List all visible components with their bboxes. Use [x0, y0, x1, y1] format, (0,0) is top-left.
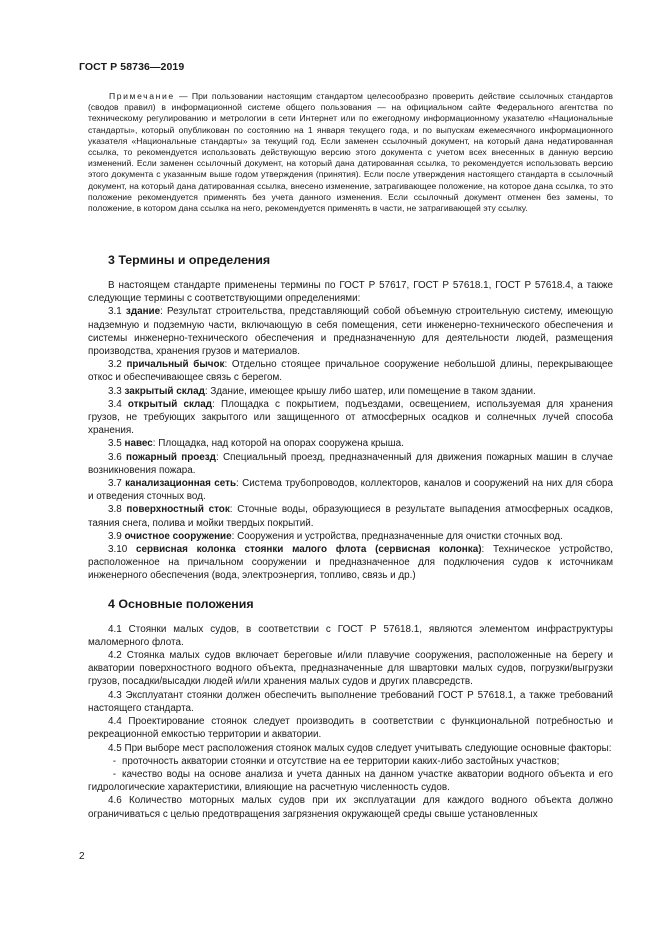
term-name: канализационная сеть [125, 478, 237, 490]
term-text: : Отдельно стоящее причальное сооружение небольшой длины, перекрывающее откос и обеспечивающее связь с берегом. [88, 359, 613, 384]
factor-text: проточность акватории стоянки и отсутствие на ее территории каких-либо застойных участков; [122, 755, 560, 767]
factor-item [88, 768, 613, 794]
term-number: 3.7 [108, 478, 126, 490]
factor-item [88, 755, 613, 768]
note-text: — При пользовании настоящим стандартом целесообразно проверить действие ссылочных стандартов (сводов правил) в информационной системе общего пользования — на официальном сайте Федерального агентства по техническому регулированию и метрологии в сети Интернет или по ежегодному информационному указателю «Национальные стандарты», который опубликован по состоянию на 1 января текущего года, и по выпускам ежемесячного информационного указателя «Национальные стандарты» за текущий год. Если заменен ссылочный документ, на который дана недатированная ссылка, то рекомендуется использовать действующую версию этого документа с учетом всех внесенных в данную версию изменений. Если заменен ссылочный документ, на который дана датированная ссылка, то рекомендуется использовать версию этого документа с указанным выше годом утверждения (принятия). Если после утверждения настоящего стандарта в ссылочный документ, на который дана датированная ссылка, внесено изменение, затрагивающее положение, на которое дана ссылка, то это положение рекомендуется применять без учета данного изменения. Если ссылочный документ отменен без замены, то положение, в котором дана ссылка на него, рекомендуется применять в части, не затрагивающей эту ссылку. [88, 91, 613, 214]
dash-marker: - [112, 755, 116, 767]
term-name: закрытый склад [124, 385, 205, 397]
terms-list [88, 305, 613, 582]
term-number: 3.1 [108, 306, 126, 318]
term-number: 3.8 [108, 504, 127, 516]
note-paragraph [88, 91, 613, 214]
clause-4-3: 4.3 Эксплуатант стоянки должен обеспечить выполнение требований ГОСТ Р 57618.1, а также требований настоящего стандарта. [88, 689, 613, 714]
clause-4-2: 4.2 Стоянка малых судов включает береговые и/или плавучие сооружения, расположенные на берегу и акватории поверхностного водного объекта, предназначенные для швартовки малых судов, погрузки/выгрузки грузов, посадки/высадки людей и/или хранения малых судов и других плавсредств. [88, 650, 613, 688]
term-number: 3.10 [108, 544, 136, 556]
term-name: поверхностный сток [126, 504, 230, 516]
term-text: : Система трубопроводов, коллекторов, каналов и сооружений на них для сбора и отведения сточных вод. [88, 478, 613, 503]
term-text: : Площадка с покрытием, подъездами, освещением, используемая для хранения грузов, не требующих закрытого или защищенного от атмосферных осадков и солнечных лучей способа хранения. [88, 398, 613, 437]
term-name: навес [124, 438, 153, 450]
term-definition [88, 543, 613, 583]
term-name: открытый склад [127, 398, 213, 410]
term-name: здание [125, 306, 161, 318]
note-label: Примечание [109, 91, 175, 101]
factor-text: качество воды на основе анализа и учета данных на данном участке акватории водного объекта и его гидрологические характеристики, влияющие на расчетную численность судов. [88, 768, 613, 794]
term-number: 3.4 [108, 398, 128, 410]
clause-4-5: 4.5 При выборе мест расположения стоянок малых судов следует учитывать следующие основные факторы: [108, 742, 612, 754]
section-4-title: 4 Основные положения [108, 596, 254, 611]
term-name: очистное сооружение [124, 530, 232, 542]
term-number: 3.9 [108, 530, 125, 542]
term-text: : Сточные воды, образующиеся в результате выпадения атмосферных осадков, таяния снега, полива и мойки твердых покрытий. [88, 504, 614, 529]
term-text: : Здание, имеющее крышу либо шатер, или помещение в таком здании. [204, 385, 536, 397]
term-definition [88, 385, 613, 398]
term-text: : Сооружения и устройства, предназначенные для очистки сточных вод. [231, 530, 563, 542]
clause-4-6: 4.6 Количество моторных малых судов при их эксплуатации для каждого водного объекта должно ограничиваться с целью предотвращения загрязнения окружающей среды свыше установленных [88, 795, 613, 820]
term-number: 3.6 [108, 451, 126, 463]
term-definition [88, 503, 613, 529]
clause-4-1: 4.1 Стоянки малых судов, в соответствии с ГОСТ Р 57618.1, являются элементом инфраструктуры маломерного флота. [88, 623, 613, 648]
term-definition [88, 305, 613, 358]
section-3-intro: В настоящем стандарте применены термины по ГОСТ Р 57617, ГОСТ Р 57618.1, ГОСТ Р 57618.4, а также следующие термины с соответствующими определениями: [88, 280, 613, 305]
clause-4-4: 4.4 Проектирование стоянок следует производить в соответствии с функциональной потребностью и рекреационной емкостью территории и акватории. [88, 716, 613, 741]
term-number: 3.3 [108, 385, 125, 397]
reference-note [88, 91, 613, 214]
term-name: сервисная колонка стоянки малого флота (сервисная колонка) [135, 544, 482, 556]
term-text: : Специальный проезд, предназначенный для движения пожарных машин в случае возникновения пожара. [88, 451, 613, 476]
term-number: 3.2 [108, 359, 127, 371]
page-number: 2 [79, 851, 85, 862]
dash-marker: - [112, 768, 116, 780]
document-header: ГОСТ Р 58736—2019 [79, 61, 185, 73]
term-definition [88, 477, 613, 503]
term-number: 3.5 [108, 438, 125, 450]
term-name: пожарный проезд [126, 451, 216, 463]
main-content [88, 253, 613, 821]
term-definition [88, 437, 613, 450]
term-definition [88, 398, 613, 438]
term-definition [88, 451, 613, 477]
section-3-title: 3 Термины и определения [108, 253, 271, 267]
term-text: : Площадка, над которой на опорах сооружена крыша. [152, 438, 404, 450]
term-text: : Техническое устройство, расположенное на причальном сооружении и предназначенное для подключения судов к источникам инженерного обеспечения (вода, электроэнергия, топливо, связь и др.) [88, 544, 614, 582]
term-text: : Результат строительства, представляющий собой объемную строительную систему, имеющую надземную и подземную части, включающую в себя помещения, сети инженерно-технического обеспечения и системы инженерно-технического обеспечения и предназначенную для деятельности людей, размещения производства, хранения грузов и материалов. [88, 306, 613, 358]
term-definition [88, 358, 613, 384]
term-definition [88, 530, 613, 543]
term-name: причальный бычок [126, 359, 225, 371]
